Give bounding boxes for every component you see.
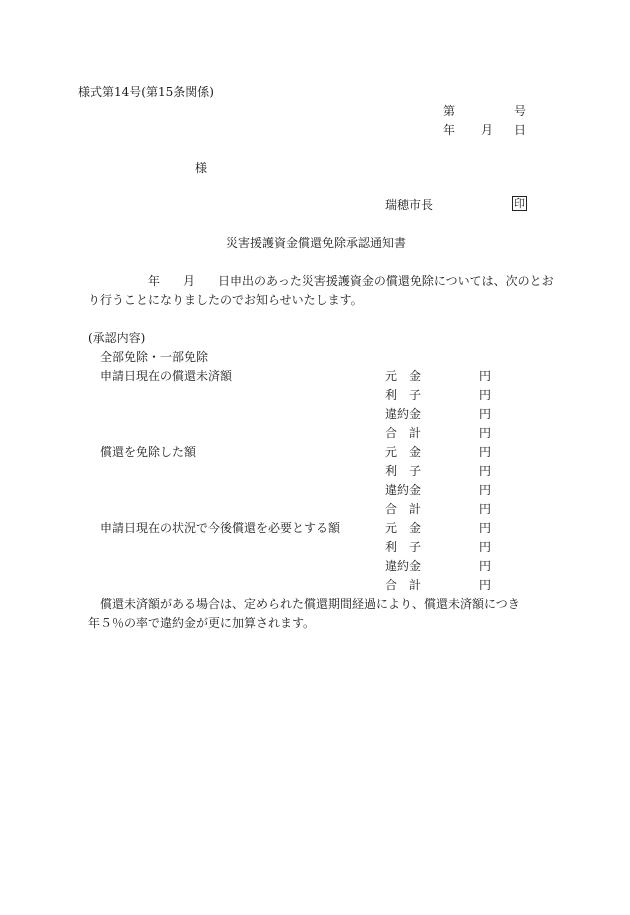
body-line-1: 日申出のあった災害援護資金の償還免除については、次のとお — [218, 274, 554, 288]
amount-label-principal: 元 金 — [385, 445, 422, 459]
body-line-2: り行うことになりましたのでお知らせいたします。 — [88, 293, 363, 307]
body-year: 年 — [148, 274, 161, 288]
note-line-2: 年５％の率で違約金が更に加算されます。 — [88, 616, 316, 630]
amount-label-penalty: 違約金 — [385, 407, 422, 421]
amount-label-principal: 元 金 — [385, 521, 422, 535]
amount-label-interest: 利 子 — [385, 540, 422, 554]
date-year: 年 — [443, 123, 456, 137]
amount-unit: 円 — [479, 521, 492, 535]
amount-unit: 円 — [479, 559, 492, 573]
note-line-1: 償還未済額がある場合は、定められた償還期間経過により、償還未済額につき — [100, 597, 520, 611]
doc-number-prefix: 第 — [443, 104, 456, 118]
section-label-exempted: 償還を免除した額 — [100, 445, 197, 459]
section-label-outstanding: 申請日現在の償還未済額 — [100, 369, 233, 383]
doc-number-suffix: 号 — [514, 104, 527, 118]
body-month: 月 — [183, 274, 196, 288]
amount-unit: 円 — [479, 483, 492, 497]
amount-label-total: 合 計 — [385, 578, 422, 592]
addressee-suffix: 様 — [195, 161, 208, 175]
amount-unit: 円 — [479, 464, 492, 478]
approval-heading: (承認内容) — [88, 331, 146, 345]
amount-unit: 円 — [479, 540, 492, 554]
amount-unit: 円 — [479, 426, 492, 440]
amount-unit: 円 — [479, 407, 492, 421]
date-day: 日 — [514, 123, 527, 137]
amount-unit: 円 — [479, 388, 492, 402]
document-title: 災害援護資金償還免除承認通知書 — [226, 236, 407, 250]
amount-label-total: 合 計 — [385, 502, 422, 516]
amount-label-penalty: 違約金 — [385, 483, 422, 497]
seal-mark: 印 — [514, 197, 525, 210]
amount-unit: 円 — [479, 445, 492, 459]
form-number: 様式第14号(第15条関係) — [78, 85, 214, 99]
issuer-name: 瑞穂市長 — [385, 198, 434, 212]
amount-label-principal: 元 金 — [385, 369, 422, 383]
section-label-remaining: 申請日現在の状況で今後償還を必要とする額 — [100, 521, 341, 535]
amount-unit: 円 — [479, 502, 492, 516]
amount-unit: 円 — [479, 578, 492, 592]
amount-unit: 円 — [479, 369, 492, 383]
amount-label-interest: 利 子 — [385, 388, 422, 402]
amount-label-interest: 利 子 — [385, 464, 422, 478]
date-month: 月 — [481, 123, 494, 137]
approval-type: 全部免除・一部免除 — [100, 350, 209, 364]
amount-label-penalty: 違約金 — [385, 559, 422, 573]
amount-label-total: 合 計 — [385, 426, 422, 440]
